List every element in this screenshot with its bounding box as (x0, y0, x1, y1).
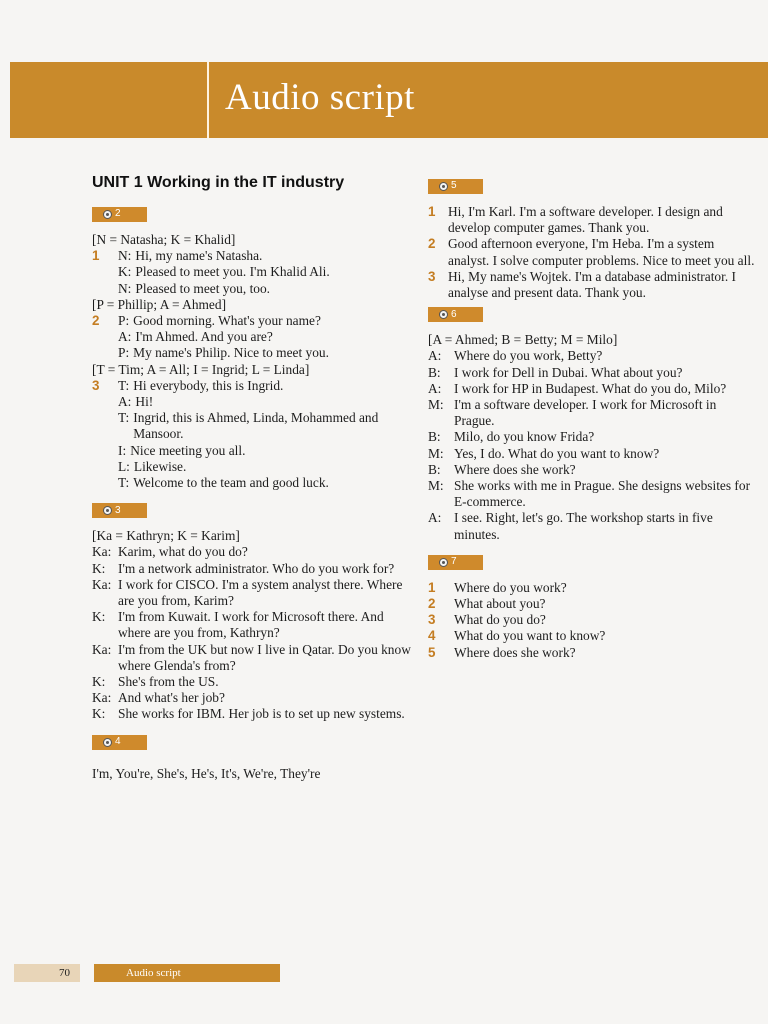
list-item: 5 Where does she work? (428, 644, 576, 660)
dialogue-line: T: Ingrid, this is Ahmed, Linda, Mohammed and Mansoor. (118, 410, 379, 442)
track-5-list (428, 204, 758, 301)
track-tag-4: 4 (92, 735, 147, 750)
track-tag-2: 2 (92, 207, 147, 222)
dialogue-line: B: I work for Dell in Dubai. What about you? (428, 364, 683, 380)
track-tag-3: 3 (92, 503, 147, 518)
dialogue-line: Ka: I work for CISCO. I'm a system analyst there. Where are you from, Karim? (92, 576, 403, 609)
list-item: 4 What do you want to know? (428, 628, 606, 644)
track-tag-6: 6 (428, 307, 483, 322)
dialogue-line: 3 T: Hi everybody, this is Ingrid. (92, 377, 284, 393)
dialogue-line: A: Where do you work, Betty? (428, 348, 603, 364)
list-item: 3 What do you do? (428, 612, 546, 628)
unit-title: UNIT 1 Working in the IT industry (92, 174, 345, 191)
left-column (92, 205, 412, 782)
list-item: 2 Good afternoon everyone, I'm Heba. I'm a system analyst. I solve computer problems. Nice to meet you all. (428, 236, 755, 268)
cd-icon (439, 558, 448, 567)
right-column (428, 177, 758, 661)
cd-icon (103, 210, 112, 219)
footer-section-label: Audio script (94, 964, 280, 982)
dialogue-line: Ka: I'm from the UK but now I live in Qatar. Do you know where Glenda's from? (92, 641, 411, 673)
dialogue-3 (92, 378, 412, 491)
dialogue-line: M: I'm a software developer. I work for Microsoft in Prague. (428, 397, 717, 429)
dialogue-track-3 (92, 544, 412, 722)
dialogue-line: M: Yes, I do. What do you want to know? (428, 445, 660, 461)
track-tag-7: 7 (428, 555, 483, 570)
dialogue-2 (92, 313, 412, 362)
dialogue-line: A: Hi! (118, 394, 154, 410)
dialogue-line: A: I'm Ahmed. And you are? (118, 329, 273, 345)
track-tag-5: 5 (428, 179, 483, 194)
speaker-key: [N = Natasha; K = Khalid] (92, 232, 236, 247)
list-item: 2 What about you? (428, 596, 546, 612)
dialogue-line: 1 N: Hi, my name's Natasha. (92, 248, 263, 264)
speaker-key: [Ka = Kathryn; K = Karim] (92, 528, 240, 544)
dialogue-line: T: Welcome to the team and good luck. (118, 475, 329, 491)
dialogue-line: K: I'm a network administrator. Who do you work for? (92, 560, 395, 576)
page-title: Audio script (225, 77, 415, 118)
list-item: 1 Where do you work? (428, 579, 567, 595)
dialogue-line: 2 P: Good morning. What's your name? (92, 313, 321, 329)
dialogue-line: A: I see. Right, let's go. The workshop starts in five minutes. (428, 510, 713, 542)
dialogue-1 (92, 248, 412, 297)
dialogue-line: Ka: Karim, what do you do? (92, 544, 248, 560)
dialogue-line: A: I work for HP in Budapest. What do you do, Milo? (428, 380, 727, 396)
page-number: 70 (14, 964, 80, 982)
contractions-list: I'm, You're, She's, He's, It's, We're, They're (92, 765, 321, 781)
cd-icon (439, 182, 448, 191)
dialogue-line: L: Likewise. (118, 458, 187, 474)
track-7-list (428, 580, 758, 661)
dialogue-line: K: I'm from Kuwait. I work for Microsoft there. And where are you from, Kathryn? (92, 609, 384, 641)
dialogue-line: M: She works with me in Prague. She designs websites for E-commerce. (428, 478, 751, 510)
dialogue-line: N: Pleased to meet you, too. (118, 280, 271, 296)
cd-icon (103, 506, 112, 515)
header-divider (207, 62, 209, 138)
dialogue-line: K: She's from the US. (92, 674, 219, 690)
dialogue-line: Ka: And what's her job? (92, 690, 225, 706)
dialogue-line: P: My name's Philip. Nice to meet you. (118, 345, 329, 361)
dialogue-line: B: Where does she work? (428, 461, 576, 477)
cd-icon (103, 738, 112, 747)
dialogue-track-6 (428, 348, 758, 542)
dialogue-line: B: Milo, do you know Frida? (428, 429, 595, 445)
list-item: 1 Hi, I'm Karl. I'm a software developer. I design and develop computer games. Thank you. (428, 204, 723, 236)
header-band (10, 62, 768, 138)
speaker-key: [P = Phillip; A = Ahmed] (92, 296, 227, 312)
speaker-key: [T = Tim; A = All; I = Ingrid; L = Linda] (92, 361, 310, 377)
list-item: 3 Hi, My name's Wojtek. I'm a database administrator. I analyse and present data. Thank you. (428, 268, 736, 301)
dialogue-line: K: She works for IBM. Her job is to set up new systems. (92, 706, 405, 722)
dialogue-line: K: Pleased to meet you. I'm Khalid Ali. (118, 264, 330, 280)
dialogue-line: I: Nice meeting you all. (118, 442, 246, 458)
speaker-key: [A = Ahmed; B = Betty; M = Milo] (428, 332, 618, 348)
cd-icon (439, 310, 448, 319)
